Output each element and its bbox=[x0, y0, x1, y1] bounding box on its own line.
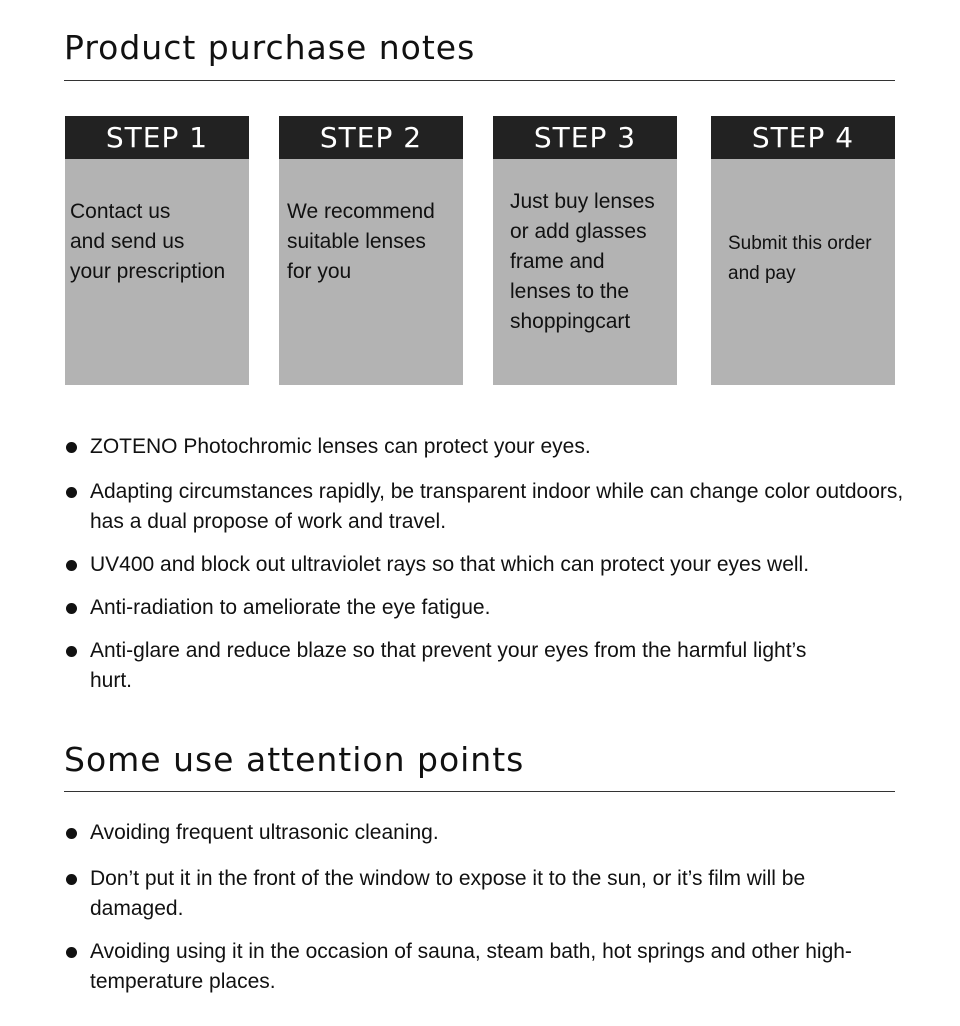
list-item-text: Avoiding using it in the occasion of sauna, steam bath, hot springs and other high-temperature places. bbox=[90, 940, 852, 993]
bullet-icon bbox=[66, 646, 77, 657]
bullet-icon bbox=[66, 947, 77, 958]
list-item-text: Avoiding frequent ultrasonic cleaning. bbox=[90, 821, 439, 844]
bullet-icon bbox=[66, 603, 77, 614]
list-item bbox=[64, 432, 924, 462]
divider bbox=[64, 80, 895, 81]
list-item-text: Anti-radiation to ameliorate the eye fatigue. bbox=[90, 596, 491, 619]
bullet-icon bbox=[66, 874, 77, 885]
divider bbox=[64, 791, 895, 792]
list-item bbox=[64, 477, 924, 537]
step-card-1 bbox=[65, 116, 249, 385]
bullet-icon bbox=[66, 560, 77, 571]
list-item-text: UV400 and block out ultraviolet rays so that which can protect your eyes well. bbox=[90, 553, 810, 576]
list-item bbox=[64, 818, 924, 848]
attention-list bbox=[64, 818, 924, 997]
list-item-text: ZOTENO Photochromic lenses can protect your eyes. bbox=[90, 435, 591, 458]
list-item bbox=[64, 864, 890, 924]
step-4-text: Submit this order and pay bbox=[728, 233, 872, 284]
list-item bbox=[64, 636, 850, 696]
feature-list bbox=[64, 432, 924, 696]
list-item bbox=[64, 593, 924, 623]
step-card-2 bbox=[279, 116, 463, 385]
bullet-icon bbox=[66, 442, 77, 453]
step-1-label: STEP 1 bbox=[65, 116, 249, 159]
step-card-4 bbox=[711, 116, 895, 385]
step-3-text: Just buy lenses or add glasses frame and lenses to the shoppingcart bbox=[510, 190, 655, 333]
step-1-text: Contact us and send us your prescription bbox=[70, 200, 226, 283]
list-item bbox=[64, 550, 924, 580]
section-title-purchase-notes: Product purchase notes bbox=[64, 28, 476, 67]
list-item bbox=[64, 937, 920, 997]
list-item-text: Adapting circumstances rapidly, be transparent indoor while can change color outdoors, has a dual propose of work and travel. bbox=[90, 480, 904, 533]
step-card-3 bbox=[493, 116, 677, 385]
step-2-text: We recommend suitable lenses for you bbox=[287, 200, 435, 283]
step-3-label: STEP 3 bbox=[493, 116, 677, 159]
section-title-attention-points: Some use attention points bbox=[64, 740, 525, 779]
bullet-icon bbox=[66, 487, 77, 498]
list-item-text: Anti-glare and reduce blaze so that prevent your eyes from the harmful light’s hurt. bbox=[90, 639, 807, 692]
bullet-icon bbox=[66, 828, 77, 839]
step-4-label: STEP 4 bbox=[711, 116, 895, 159]
list-item-text: Don’t put it in the front of the window to expose it to the sun, or it’s film will be damaged. bbox=[90, 867, 806, 920]
step-2-label: STEP 2 bbox=[279, 116, 463, 159]
